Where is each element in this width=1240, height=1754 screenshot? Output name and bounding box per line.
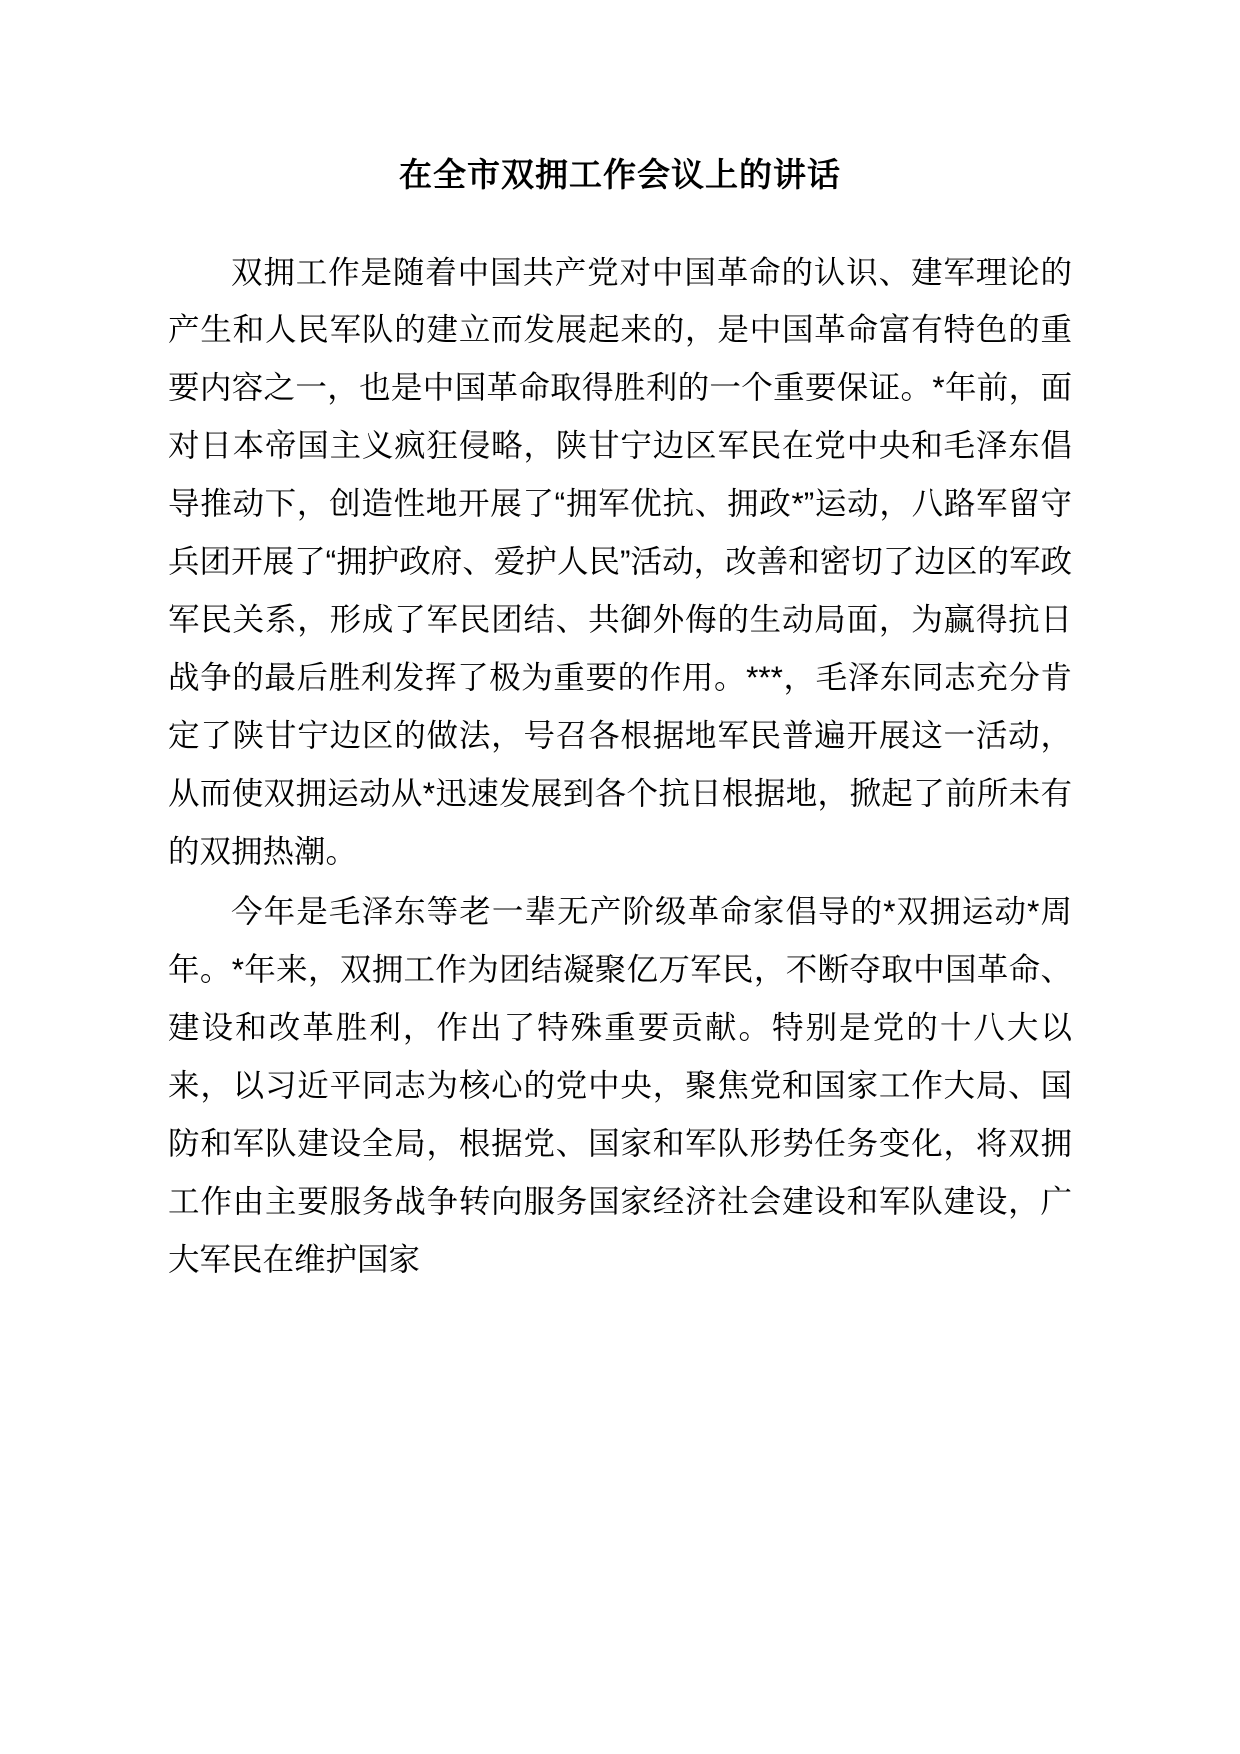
page-title: 在全市双拥工作会议上的讲话 xyxy=(399,156,841,193)
paragraph-1: 双拥工作是随着中国共产党对中国革命的认识、建军理论的产生和人民军队的建立而发展起来的，是中国革命富有特色的重要内容之一，也是中国革命取得胜利的一个重要保证。*年前，面对日本帝国主义疯狂侵略，陕甘宁边区军民在党中央和毛泽东倡导推动下，创造性地开展了“拥军优抗、拥政*”运动，八路军留守兵团开展了“拥护政府、爱护人民”活动，改善和密切了边区的军政军民关系，形成了军民团结、共御外侮的生动局面，为赢得抗日战争的最后胜利发挥了极为重要的作用。***，毛泽东同志充分肯定了陕甘宁边区的做法，号召各根据地军民普遍开展这一活动，从而使双拥运动从*迅速发展到各个抗日根据地，掀起了前所未有的双拥热潮。 xyxy=(168,253,1072,870)
document-body xyxy=(168,244,1072,1289)
paragraph-2: 今年是毛泽东等老一辈无产阶级革命家倡导的*双拥运动*周年。*年来，双拥工作为团结凝聚亿万军民，不断夺取中国革命、建设和改革胜利，作出了特殊重要贡献。特别是党的十八大以来，以习近平同志为核心的党中央，聚焦党和国家工作大局、国防和军队建设全局，根据党、国家和军队形势任务变化，将双拥工作由主要服务战争转向服务国家经济社会建设和军队建设，广大军民在维护国家 xyxy=(168,892,1072,1277)
